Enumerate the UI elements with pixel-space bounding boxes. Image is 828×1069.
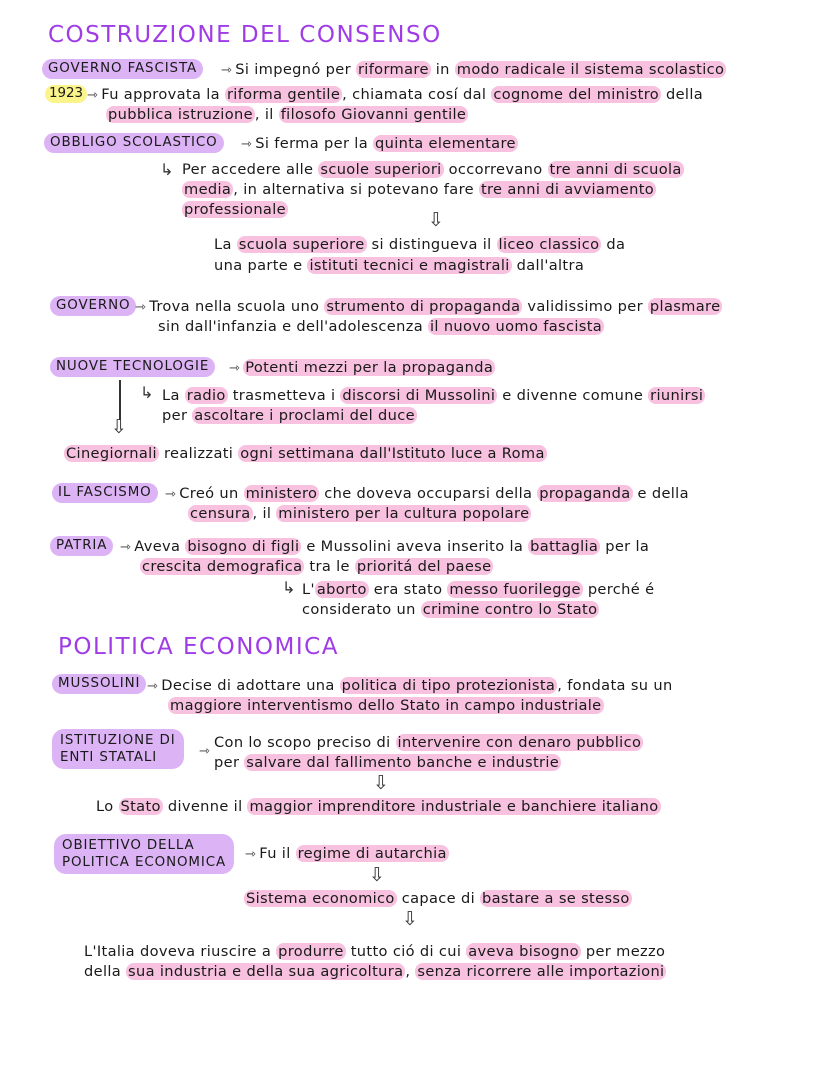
tag-line: ENTI STATALI	[60, 750, 158, 765]
highlight: bastare a se stesso	[481, 890, 630, 907]
riforma-gentile-line-1	[84, 85, 703, 106]
highlight: media	[184, 181, 232, 198]
highlight: scuole superiori	[320, 161, 442, 178]
highlight: strumento di propaganda	[326, 298, 521, 315]
mussolini-line-1	[144, 676, 673, 697]
highlight: riunirsi	[650, 387, 704, 404]
obbligo-line-2	[182, 160, 684, 180]
text: dall'altra	[511, 257, 585, 274]
highlight: filosofo Giovanni gentile	[280, 106, 467, 123]
highlight: modo radicale il sistema scolastico	[456, 61, 725, 78]
text: realizzati	[158, 445, 239, 462]
arrow-right-icon: ⇾	[147, 679, 159, 694]
text: e divenne comune	[497, 387, 649, 404]
text: Aveva	[134, 538, 186, 555]
mussolini-line-2	[168, 696, 604, 716]
tag-governo-fascista: GOVERNO FASCISTA	[42, 59, 203, 79]
tag-il-fascismo: IL FASCISMO	[52, 483, 158, 503]
text: , fondata su un	[557, 677, 673, 694]
governo-line-2	[158, 317, 604, 337]
highlight: maggiore interventismo dello Stato in campo industriale	[170, 697, 602, 714]
tecnologie-line-2	[162, 386, 705, 406]
highlight: plasmare	[649, 298, 721, 315]
tag-line: POLITICA ECONOMICA	[62, 855, 227, 870]
tag-patria: PATRIA	[50, 536, 113, 556]
text: sin dall'infanzia e dell'adolescenza	[158, 318, 429, 335]
text: Si impegnó per	[235, 61, 356, 78]
highlight: Sistema economico	[246, 890, 395, 907]
text: validissimo per	[522, 298, 648, 315]
obbligo-line-4	[182, 200, 288, 220]
highlight: ministero per la cultura popolare	[278, 505, 530, 522]
tag-line: ISTITUZIONE DI	[60, 733, 176, 748]
riforma-gentile-line-2	[106, 105, 468, 125]
enti-line-1	[214, 733, 643, 753]
highlight: riformare	[357, 61, 429, 78]
text: , il	[252, 505, 277, 522]
tag-mussolini: MUSSOLINI	[52, 674, 146, 694]
patria-line-1	[117, 537, 649, 558]
obbligo-line-6	[214, 256, 584, 276]
highlight: senza ricorrere alle importazioni	[417, 963, 665, 980]
text: divenne il	[162, 798, 248, 815]
text: Lo	[96, 798, 119, 815]
text: Trova nella scuola uno	[149, 298, 325, 315]
highlight: messo fuorilegge	[449, 581, 581, 598]
highlight: bisogno di figli	[187, 538, 300, 555]
text: per	[162, 407, 193, 424]
arrow-down-icon: ⇩	[428, 209, 444, 231]
fascismo-line-1	[162, 484, 689, 505]
highlight: tre anni di avviamento	[480, 181, 655, 198]
patria-line-2	[140, 557, 493, 577]
text: , il	[254, 106, 279, 123]
text: occorrevano	[443, 161, 548, 178]
patria-line-4	[302, 600, 599, 620]
obiettivo-line-2	[244, 889, 632, 909]
text: Fu il	[259, 845, 296, 862]
highlight: liceo classico	[498, 236, 600, 253]
obiettivo-line-3	[84, 942, 665, 962]
highlight: crescita demografica	[142, 558, 303, 575]
obiettivo-line-4	[84, 962, 666, 982]
text: tutto ció di cui	[345, 943, 467, 960]
tag-nuove-tecnologie: NUOVE TECNOLOGIE	[50, 357, 215, 377]
tag-year-1923: 1923	[45, 85, 87, 103]
text: Creó un	[179, 485, 244, 502]
arrow-right-icon: ⇾	[229, 361, 241, 376]
highlight: riforma gentile	[226, 86, 341, 103]
text: perché é	[582, 581, 655, 598]
arrow-down-icon: ⇩	[402, 908, 418, 930]
section-title-consenso: COSTRUZIONE DEL CONSENSO	[48, 22, 442, 48]
obbligo-line-3	[182, 180, 656, 200]
arrow-down-icon: ⇩	[369, 864, 385, 886]
text: per mezzo	[580, 943, 666, 960]
highlight: prioritá del paese	[356, 558, 492, 575]
fascismo-line-2	[188, 504, 531, 524]
text: e Mussolini aveva inserito la	[301, 538, 529, 555]
section-title-economica: POLITICA ECONOMICA	[58, 634, 339, 660]
text: tra le	[304, 558, 355, 575]
highlight: pubblica istruzione	[108, 106, 253, 123]
tecnologie-line-3	[162, 406, 417, 426]
highlight: censura	[190, 505, 251, 522]
text: La	[162, 387, 185, 404]
text: capace di	[396, 890, 480, 907]
text: Decise di adottare una	[161, 677, 340, 694]
governo-line-1	[132, 297, 722, 318]
arrow-down-icon: ⇩	[373, 772, 389, 794]
tag-istituzione-enti-statali	[52, 729, 184, 769]
text: La	[214, 236, 237, 253]
text: L'Italia doveva riuscire a	[84, 943, 277, 960]
highlight: salvare dal fallimento banche e industrie	[246, 754, 560, 771]
arrow-right-icon: ⇾	[245, 847, 257, 862]
text: Per accedere alle	[182, 161, 319, 178]
text: Si ferma per la	[255, 135, 373, 152]
arrow-down-icon: ⇩	[111, 416, 127, 438]
highlight: sua industria e della sua agricoltura	[128, 963, 404, 980]
highlight: regime di autarchia	[297, 845, 447, 862]
tag-obbligo-scolastico: OBBLIGO SCOLASTICO	[44, 133, 224, 153]
highlight: maggior imprenditore industriale e banchiere italiano	[249, 798, 659, 815]
highlight: radio	[186, 387, 226, 404]
text: per	[214, 754, 245, 771]
text: , chiamata cosí dal	[342, 86, 492, 103]
highlight: professionale	[184, 201, 286, 218]
text: e della	[632, 485, 689, 502]
tecnologie-line-1	[226, 358, 495, 379]
text: da	[601, 236, 626, 253]
arrow-right-icon: ⇾	[87, 88, 99, 103]
text: una parte e	[214, 257, 308, 274]
highlight: quinta elementare	[374, 135, 516, 152]
highlight: battaglia	[530, 538, 599, 555]
text: trasmetteva i	[227, 387, 341, 404]
arrow-right-icon: ⇾	[221, 63, 233, 78]
highlight: politica di tipo protezionista	[341, 677, 556, 694]
connector-line	[119, 380, 121, 420]
obbligo-line-1	[238, 134, 518, 155]
text: , in alternativa si potevano fare	[233, 181, 479, 198]
arrow-right-icon: ⇾	[135, 300, 147, 315]
highlight: intervenire con denaro pubblico	[397, 734, 642, 751]
text: L'	[302, 581, 315, 598]
highlight: crimine contro lo Stato	[422, 601, 598, 618]
curl-arrow-icon: ↳	[140, 383, 154, 402]
patria-line-3	[302, 580, 654, 600]
curl-arrow-icon: ↳	[282, 578, 296, 597]
tag-governo: GOVERNO	[50, 296, 136, 316]
text: si distingueva il	[366, 236, 497, 253]
tag-obiettivo-politica-economica	[54, 834, 234, 874]
highlight: il nuovo uomo fascista	[430, 318, 603, 335]
highlight: istituti tecnici e magistrali	[309, 257, 510, 274]
highlight: scuola superiore	[238, 236, 365, 253]
text: per la	[600, 538, 650, 555]
highlight: Cinegiornali	[66, 445, 157, 462]
highlight: ogni settimana dall'Istituto luce a Roma	[240, 445, 545, 462]
enti-line-2	[214, 753, 561, 773]
tag-line: OBIETTIVO DELLA	[62, 838, 195, 853]
text: che doveva occuparsi della	[319, 485, 538, 502]
highlight: discorsi di Mussolini	[342, 387, 496, 404]
obbligo-line-5	[214, 235, 625, 255]
curl-arrow-icon: ↳	[160, 160, 174, 179]
text: Fu approvata la	[101, 86, 225, 103]
text: della	[661, 86, 704, 103]
highlight: aveva bisogno	[468, 943, 579, 960]
text: in	[430, 61, 455, 78]
highlight: propaganda	[539, 485, 631, 502]
enti-line-3	[96, 797, 661, 817]
highlight: Potenti mezzi per la propaganda	[245, 359, 494, 376]
text: ,	[405, 963, 416, 980]
arrow-right-icon: ⇾	[199, 744, 210, 759]
tecnologie-line-4	[64, 444, 547, 464]
arrow-right-icon: ⇾	[165, 487, 177, 502]
obiettivo-line-1	[242, 844, 449, 865]
text: considerato un	[302, 601, 421, 618]
text: era stato	[368, 581, 448, 598]
governo-fascista-line-1	[218, 60, 726, 81]
text: della	[84, 963, 127, 980]
highlight: produrre	[278, 943, 344, 960]
arrow-right-icon: ⇾	[241, 137, 253, 152]
text: Con lo scopo preciso di	[214, 734, 396, 751]
highlight: Stato	[120, 798, 161, 815]
arrow-right-icon: ⇾	[120, 540, 132, 555]
highlight: ascoltare i proclami del duce	[194, 407, 415, 424]
highlight: aborto	[316, 581, 367, 598]
highlight: tre anni di scuola	[549, 161, 682, 178]
highlight: cognome del ministro	[493, 86, 659, 103]
highlight: ministero	[245, 485, 318, 502]
